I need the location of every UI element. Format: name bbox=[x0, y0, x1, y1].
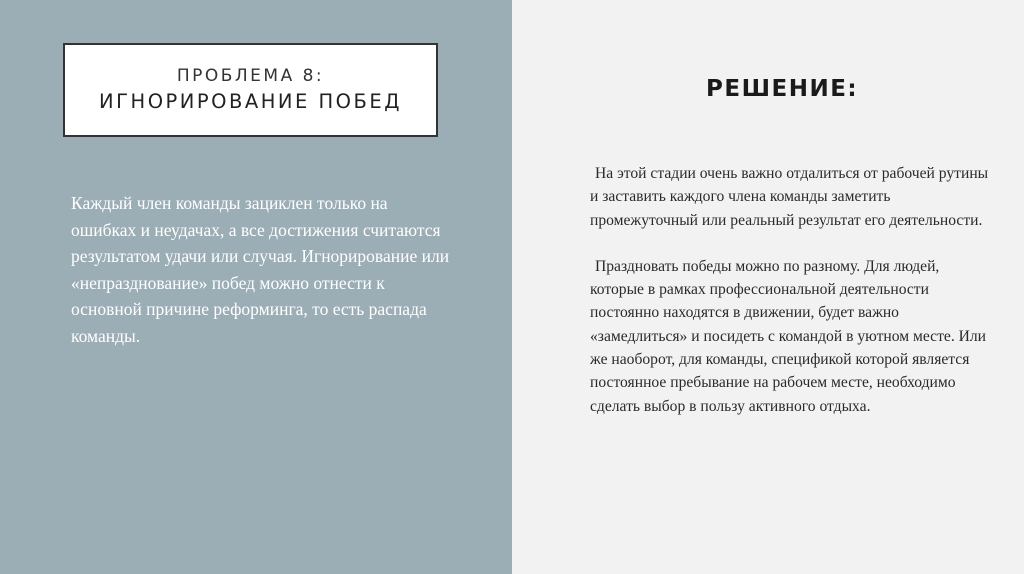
solution-paragraph-2: Праздновать победы можно по разному. Для людей, которые в рамках профессиональной деятельности постоянно находятся в движении, будет важно «замедлиться» и посидеть с командой в уютном месте. Или же наоборот, для команды, спецификой которой является постоянное пребывание на рабочем месте, необходимо сделать выбор в пользу активного отдыха. bbox=[590, 257, 987, 415]
title-box bbox=[63, 43, 438, 137]
solution-text bbox=[590, 162, 990, 418]
solution-paragraph-1: На этой стадии очень важно отдалиться от рабочей рутины и заставить каждого члена команды заметить промежуточный или реальный результат его деятельности. bbox=[590, 165, 989, 229]
title-problem-name: ИГНОРИРОВАНИЕ ПОБЕД bbox=[99, 90, 402, 113]
title-problem-number: ПРОБЛЕМА 8: bbox=[176, 66, 325, 86]
problem-description: Каждый член команды зациклен только на ошибках и неудачах, а все достижения считаются результатом удачи или случая. Игнорирование или «непразднование» побед можно отнести к основной причине реформинга, то есть распада команды. bbox=[71, 193, 450, 346]
solution-heading: РЕШЕНИЕ: bbox=[706, 76, 859, 102]
